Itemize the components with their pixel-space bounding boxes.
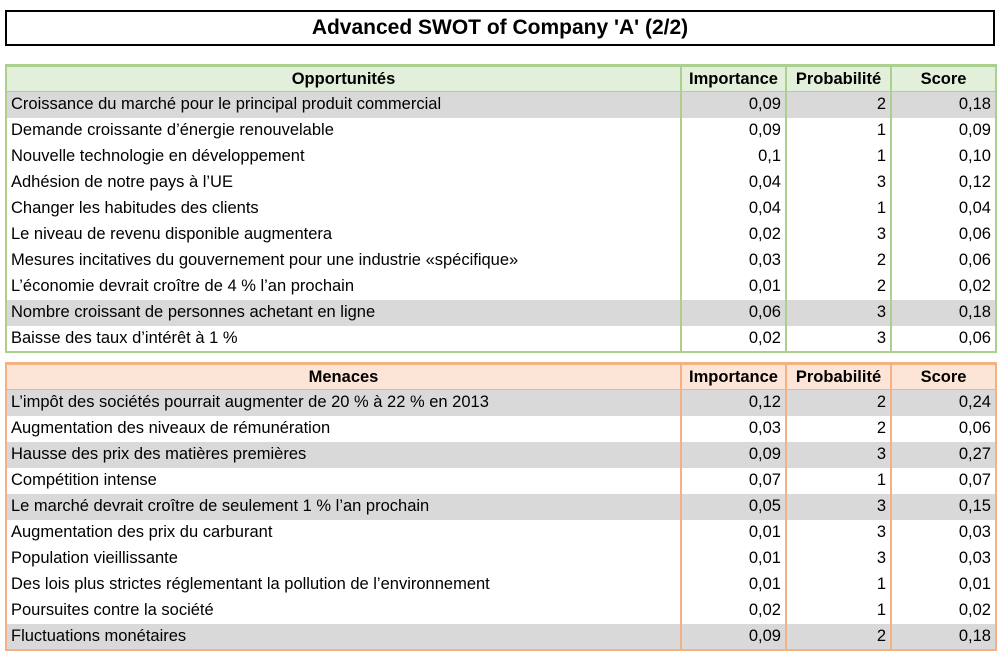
opportunity-row-importance: 0,06 [681,300,786,326]
threat-row-probability: 2 [786,416,891,442]
opportunity-row-label: Adhésion de notre pays à l’UE [6,170,681,196]
opportunity-row-label: Changer les habitudes des clients [6,196,681,222]
threat-row-probability: 1 [786,598,891,624]
opportunity-row [6,144,996,170]
threat-row-label: Hausse des prix des matières premières [6,442,681,468]
opportunity-row [6,222,996,248]
opportunity-row-label: Le niveau de revenu disponible augmentera [6,222,681,248]
threat-row-score: 0,27 [891,442,996,468]
opportunity-row-score: 0,04 [891,196,996,222]
opportunity-row-score: 0,12 [891,170,996,196]
threat-row-score: 0,18 [891,624,996,650]
opportunity-row-importance: 0,04 [681,196,786,222]
opportunity-row-probability: 1 [786,196,891,222]
threat-row-importance: 0,01 [681,572,786,598]
opportunities-table [5,64,997,353]
threat-row-score: 0,03 [891,546,996,572]
opportunity-row-score: 0,06 [891,248,996,274]
threat-row [6,598,996,624]
opportunity-row [6,300,996,326]
opportunity-row-label: Baisse des taux d’intérêt à 1 % [6,326,681,352]
opportunity-row [6,248,996,274]
opportunity-row-probability: 3 [786,222,891,248]
opportunity-row-score: 0,18 [891,92,996,118]
opportunity-row [6,196,996,222]
threat-row-probability: 3 [786,546,891,572]
threat-row [6,520,996,546]
threat-row-score: 0,24 [891,390,996,416]
threat-row-label: Population vieillissante [6,546,681,572]
opportunity-row-score: 0,09 [891,118,996,144]
threat-row-probability: 3 [786,520,891,546]
threat-row [6,442,996,468]
opportunity-row-score: 0,10 [891,144,996,170]
opportunities-header-importance: Importance [681,66,786,92]
threat-row-importance: 0,03 [681,416,786,442]
threat-row-importance: 0,01 [681,546,786,572]
threat-row [6,546,996,572]
opportunity-row-label: Nouvelle technologie en développement [6,144,681,170]
opportunities-header-label: Opportunités [6,66,681,92]
threats-header-importance: Importance [681,364,786,390]
threat-row-label: Compétition intense [6,468,681,494]
threat-row-score: 0,01 [891,572,996,598]
opportunity-row [6,326,996,352]
opportunity-row-importance: 0,09 [681,118,786,144]
opportunity-row [6,274,996,300]
opportunity-row-score: 0,06 [891,326,996,352]
threat-row-probability: 2 [786,390,891,416]
opportunity-row-probability: 1 [786,118,891,144]
opportunity-row-probability: 3 [786,326,891,352]
page-title: Advanced SWOT of Company 'A' (2/2) [5,10,995,46]
threat-row-importance: 0,01 [681,520,786,546]
threat-row-importance: 0,07 [681,468,786,494]
threats-header-label: Menaces [6,364,681,390]
threat-row-label: Augmentation des niveaux de rémunération [6,416,681,442]
threat-row [6,390,996,416]
threat-row-probability: 1 [786,468,891,494]
threat-row-score: 0,15 [891,494,996,520]
threats-header-row [6,364,996,390]
opportunity-row [6,170,996,196]
threat-row-importance: 0,05 [681,494,786,520]
opportunity-row-label: Nombre croissant de personnes achetant en ligne [6,300,681,326]
threat-row-importance: 0,02 [681,598,786,624]
opportunity-row-probability: 1 [786,144,891,170]
opportunities-header-score: Score [891,66,996,92]
threat-row [6,468,996,494]
threat-row-probability: 3 [786,442,891,468]
threat-row-label: Fluctuations monétaires [6,624,681,650]
opportunity-row-importance: 0,04 [681,170,786,196]
opportunity-row [6,118,996,144]
opportunity-row-label: L’économie devrait croître de 4 % l’an prochain [6,274,681,300]
threat-row-label: Poursuites contre la société [6,598,681,624]
threat-row-score: 0,06 [891,416,996,442]
threat-row [6,494,996,520]
threat-row-label: Des lois plus strictes réglementant la pollution de l’environnement [6,572,681,598]
opportunity-row-importance: 0,1 [681,144,786,170]
opportunity-row-label: Demande croissante d’énergie renouvelable [6,118,681,144]
threat-row [6,572,996,598]
threat-row-importance: 0,09 [681,624,786,650]
opportunity-row-score: 0,02 [891,274,996,300]
threat-row-probability: 3 [786,494,891,520]
threat-row-score: 0,07 [891,468,996,494]
opportunities-header-row [6,66,996,92]
threat-row-importance: 0,09 [681,442,786,468]
opportunity-row-importance: 0,02 [681,326,786,352]
opportunity-row-probability: 3 [786,300,891,326]
opportunity-row-importance: 0,01 [681,274,786,300]
opportunity-row-probability: 2 [786,248,891,274]
threat-row-label: Le marché devrait croître de seulement 1 % l’an prochain [6,494,681,520]
opportunity-row-label: Croissance du marché pour le principal produit commercial [6,92,681,118]
opportunities-header-probability: Probabilité [786,66,891,92]
threats-table [5,362,997,651]
threat-row-importance: 0,12 [681,390,786,416]
opportunity-row-probability: 2 [786,92,891,118]
opportunity-row [6,92,996,118]
threat-row-label: Augmentation des prix du carburant [6,520,681,546]
threats-header-score: Score [891,364,996,390]
threat-row [6,624,996,650]
threat-row-probability: 1 [786,572,891,598]
threats-header-probability: Probabilité [786,364,891,390]
threat-row-score: 0,02 [891,598,996,624]
threat-row-probability: 2 [786,624,891,650]
threat-row [6,416,996,442]
opportunity-row-label: Mesures incitatives du gouvernement pour une industrie «spécifique» [6,248,681,274]
threat-row-label: L’impôt des sociétés pourrait augmenter de 20 % à 22 % en 2013 [6,390,681,416]
opportunity-row-probability: 2 [786,274,891,300]
opportunity-row-probability: 3 [786,170,891,196]
opportunity-row-score: 0,18 [891,300,996,326]
opportunity-row-importance: 0,09 [681,92,786,118]
threat-row-score: 0,03 [891,520,996,546]
opportunity-row-score: 0,06 [891,222,996,248]
opportunity-row-importance: 0,03 [681,248,786,274]
opportunity-row-importance: 0,02 [681,222,786,248]
